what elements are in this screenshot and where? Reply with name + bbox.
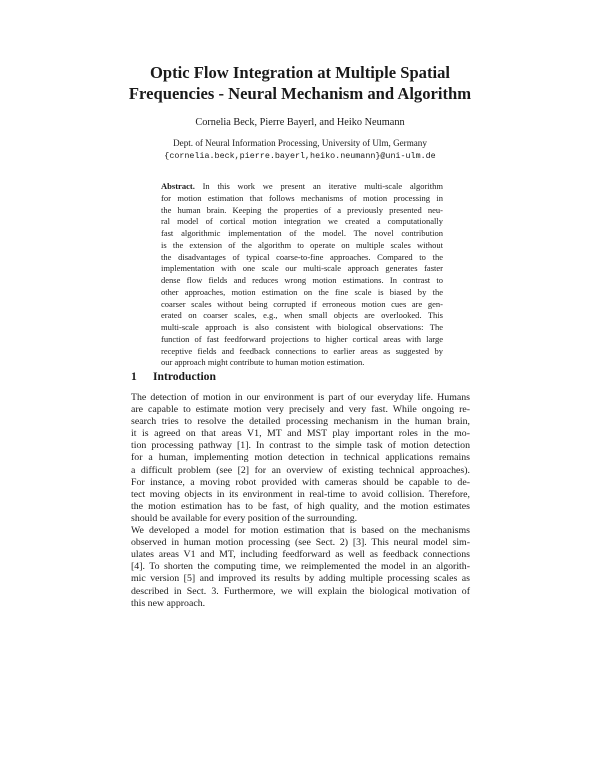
paper-title bbox=[100, 62, 500, 104]
body-line: for a human, implementing motion detection in technical applications remains bbox=[131, 452, 470, 464]
body-line: tion processing pathway [1]. In contrast to the simple task of motion detection bbox=[131, 440, 470, 452]
abstract-line: the human brain. Keeping the properties of a previously presented neu- bbox=[161, 204, 443, 215]
abstract bbox=[161, 181, 443, 369]
body-line: described in Sect. 3. Furthermore, we will explain the biological motivation of bbox=[131, 585, 470, 597]
title-line: Optic Flow Integration at Multiple Spatial bbox=[149, 63, 451, 82]
body-line: this new approach. bbox=[131, 597, 206, 609]
abstract-line: receptive fields and feedback connections to earlier areas as suggested by bbox=[161, 345, 443, 356]
body-line: search tries to resolve the detailed processing mechanism in the human brain, bbox=[131, 416, 470, 428]
author-list: Cornelia Beck, Pierre Bayerl, and Heiko Neumann bbox=[195, 117, 405, 128]
body-line: a difficult problem (see [2] for an overview of existing technical approaches). bbox=[131, 464, 470, 476]
body-line: tect moving objects in its environment in real-time to avoid collision. Therefore, bbox=[131, 488, 470, 500]
section-number: 1 bbox=[131, 370, 137, 383]
section-body bbox=[131, 392, 470, 610]
body-line: [4]. To shorten the computing time, we reimplemented the model in an algorith- bbox=[131, 561, 470, 573]
abstract-line: coarser scales without being corrupted if erroneous motion cues are gen- bbox=[161, 298, 443, 309]
body-line: should be available for every position of the surrounding. bbox=[131, 512, 358, 524]
body-line: The detection of motion in our environment is part of our everyday life. Humans bbox=[131, 392, 470, 403]
body-line: it is agreed on that areas V1, MT and MST play important roles in the mo- bbox=[131, 428, 470, 440]
body-line: For instance, a moving robot provided with cameras should be capable to de- bbox=[131, 476, 470, 488]
section-title: Introduction bbox=[153, 370, 216, 383]
abstract-line bbox=[161, 181, 443, 193]
section-heading bbox=[131, 370, 216, 384]
abstract-line: fast algorithmic implementation of the model. The novel contribution bbox=[161, 228, 443, 238]
abstract-line: implementation with one scale our multi-scale approach generates faster bbox=[161, 263, 443, 274]
abstract-line: is the extension of the algorithm to operate on multiple scales without bbox=[161, 239, 443, 250]
abstract-line: other approaches, motion estimation on the fine scale is biased by the bbox=[161, 286, 443, 297]
abstract-line: multi-scale approach is also consistent with biological observations: The bbox=[161, 322, 443, 332]
body-line: mic version [5] and improved its results by adding multiple processing scales as bbox=[131, 573, 470, 585]
affiliation-text: Dept. of Neural Information Processing, University of Ulm, Germany bbox=[173, 138, 427, 148]
abstract-label: Abstract. bbox=[161, 181, 195, 191]
body-line: are capable to estimate motion very precisely and very fast. While ongoing re- bbox=[131, 404, 470, 416]
body-line: observed in human motion processing (see Sect. 2) [3]. This neural model sim- bbox=[131, 537, 470, 549]
abstract-line: the disadvantages of typical coarse-to-fine approaches. Compared to the bbox=[161, 251, 443, 262]
abstract-line: our approach might contribute to human motion estimation. bbox=[161, 357, 365, 368]
affiliation-block bbox=[100, 137, 500, 162]
abstract-line: function of fast feedforward projections to higher cortical areas with large bbox=[161, 333, 443, 344]
abstract-line: erated on coarser scales, e.g., when small objects are overlooked. This bbox=[161, 310, 443, 321]
body-line: We developed a model for motion estimation that is based on the mechanisms bbox=[131, 525, 470, 537]
abstract-line: for motion estimation that follows mechanisms of motion processing in bbox=[161, 192, 443, 203]
abstract-line: ral model of cortical motion integration we created a computationally bbox=[161, 216, 443, 227]
author-emails: {cornelia.beck,pierre.bayerl,heiko.neumann}@uni-ulm.de bbox=[164, 150, 436, 161]
title-line: Frequencies - Neural Mechanism and Algorithm bbox=[128, 84, 472, 103]
body-line: the motion estimation has to be fast, of high quality, and the motion estimates bbox=[131, 500, 470, 512]
abstract-line-text: In this work we present an iterative multi-scale algorithm bbox=[202, 181, 443, 191]
body-line: ulates areas V1 and MT, including feedforward as well as feedback connections bbox=[131, 549, 470, 561]
abstract-line: dense flow fields and reduces wrong motion estimations. In contrast to bbox=[161, 275, 443, 285]
